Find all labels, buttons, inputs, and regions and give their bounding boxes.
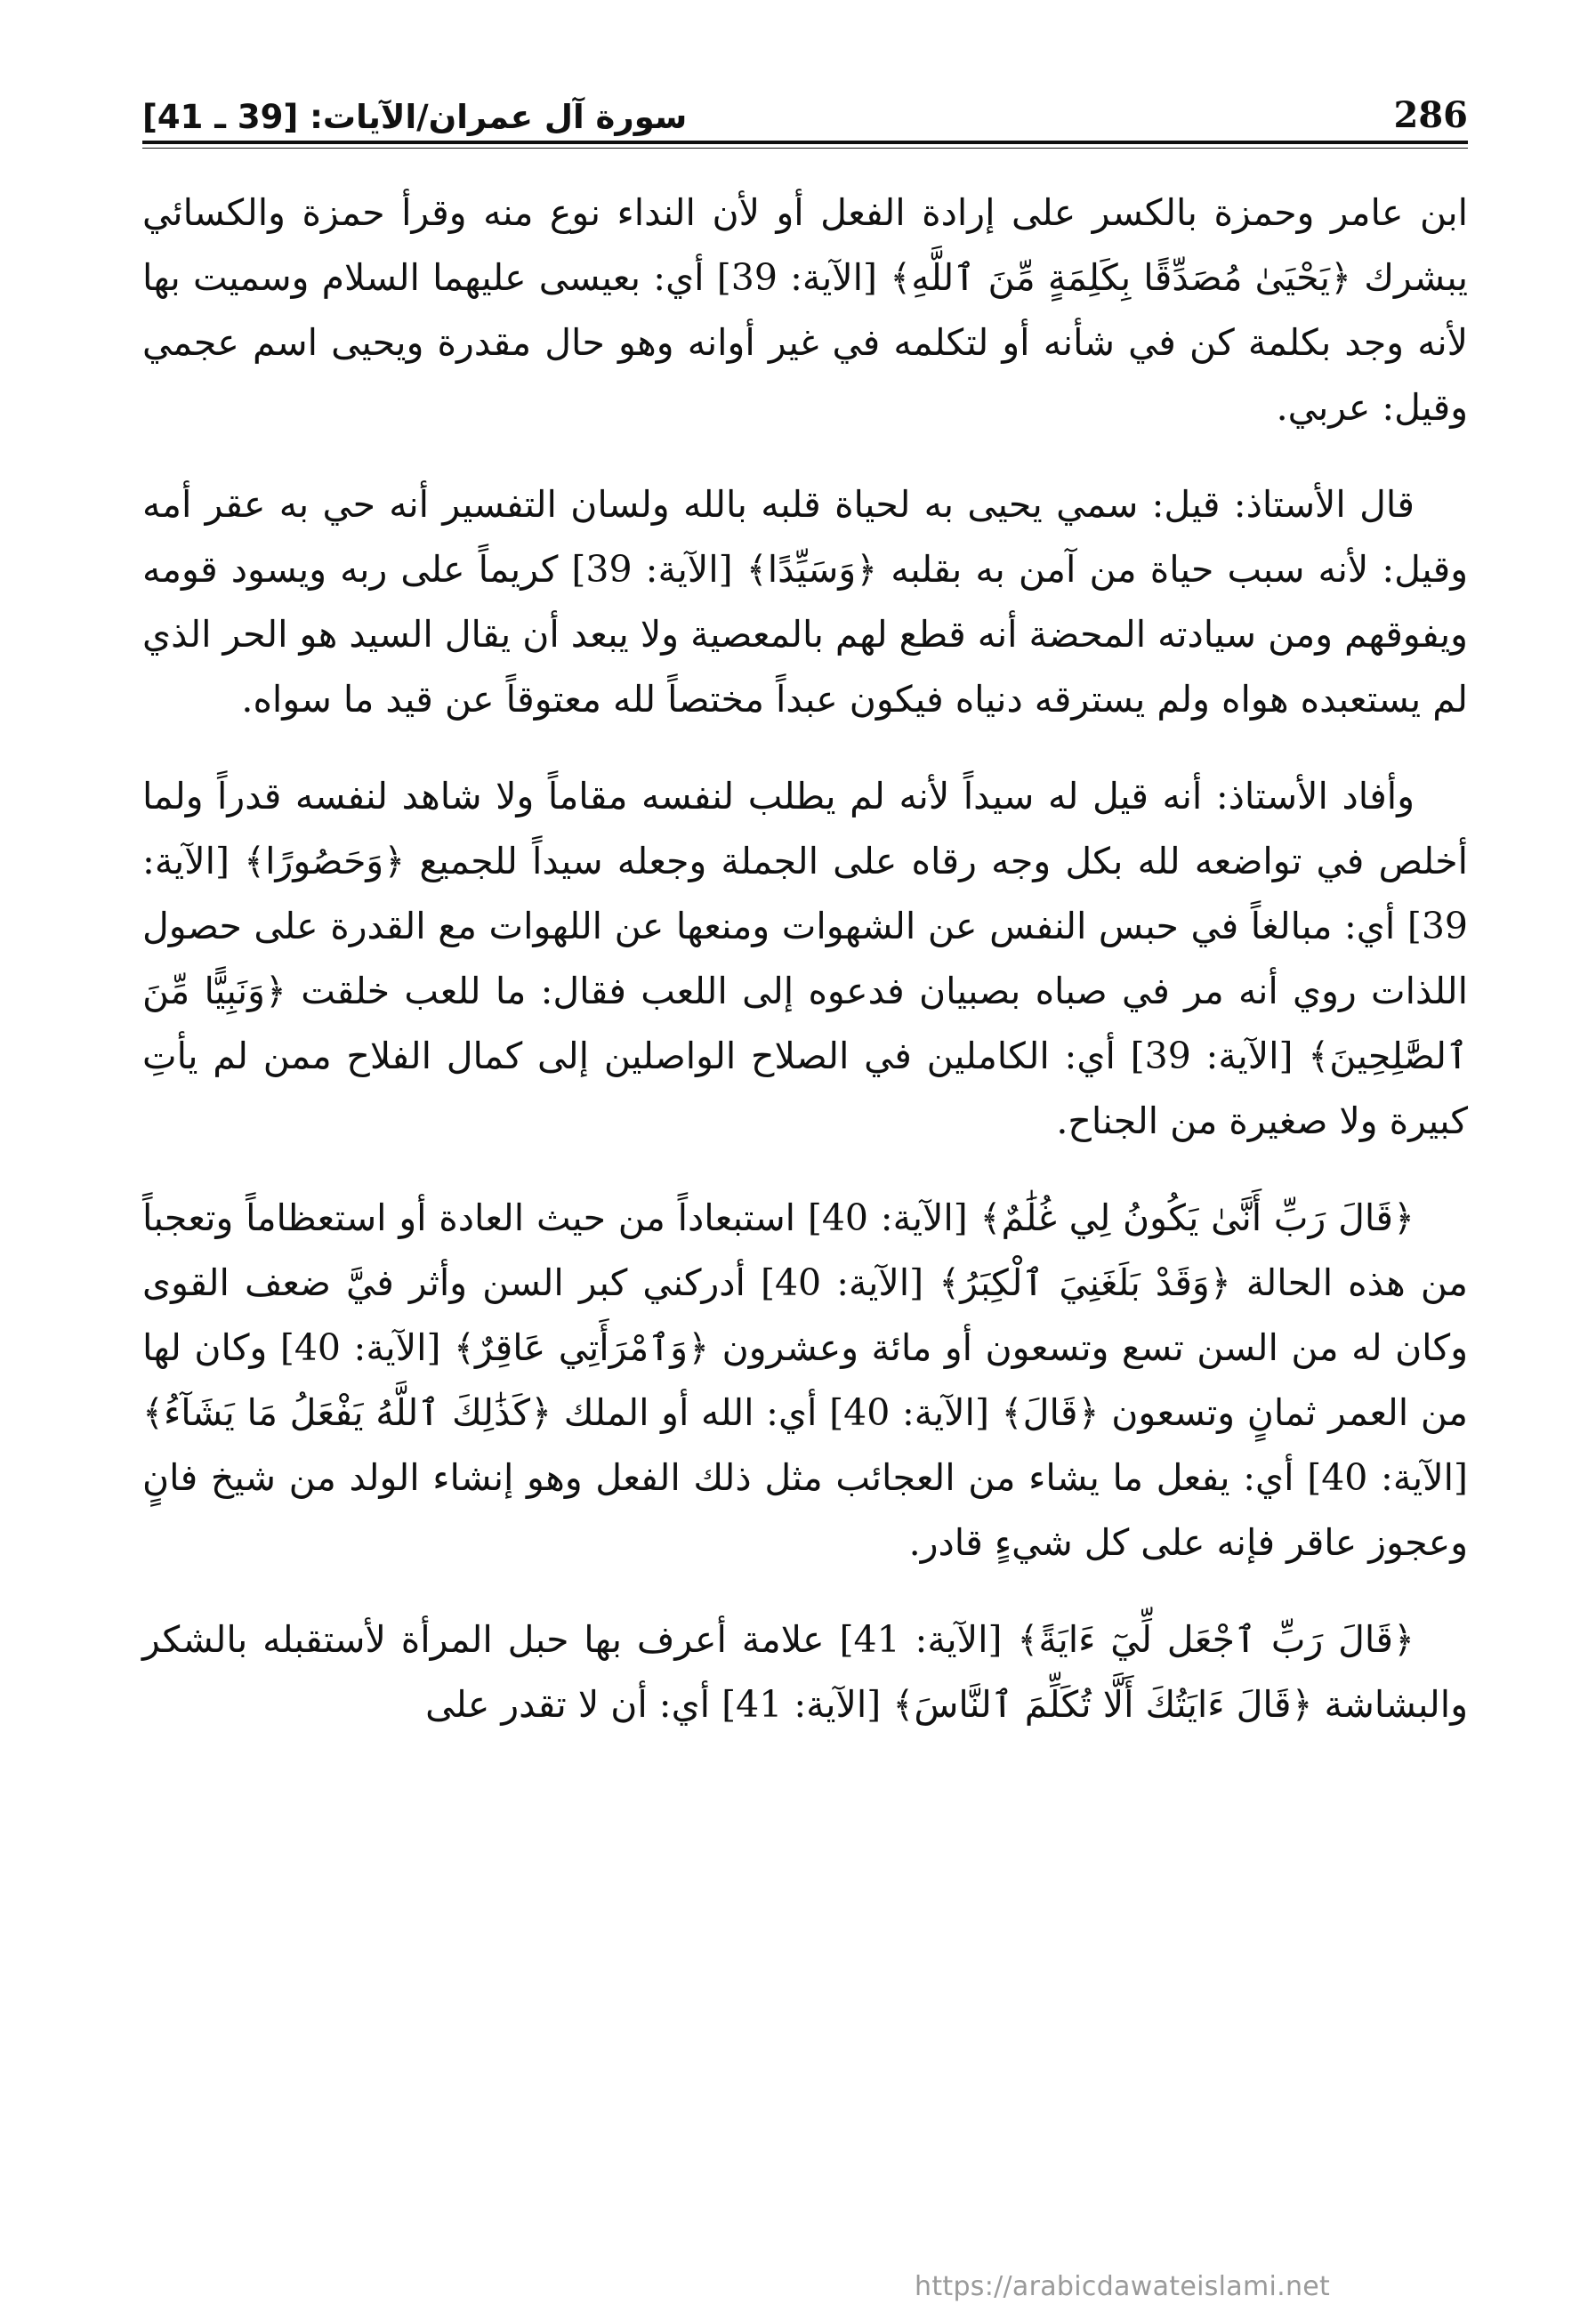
paragraph: ﴿قَالَ رَبِّ ٱجْعَل لِّيٓ ءَايَةً﴾ [الآية: 41] علامة أعرف بها حبل المرأة لأستقبله بالشكر والبشاشة ﴿قَالَ ءَايَتُكَ أَلَّا تُكَلِّمَ ٱلنَّاسَ﴾ [الآية: 41] أي: أن لا تقدر على bbox=[142, 1618, 1468, 1726]
watermark-url: https://arabicdawateislami.net bbox=[915, 2271, 1331, 2302]
paragraph: ابن عامر وحمزة بالكسر على إرادة الفعل أو لأن النداء نوع منه وقرأ حمزة والكسائي يبشرك ﴿يَحْيَىٰ مُصَدِّقًا بِكَلِمَةٍ مِّنَ ٱللَّهِ﴾ [الآية: 39] أي: بعيسى عليهما السلام وسميت بها لأنه وجد بكلمة كن في شأنه أو لتكلمه في غير أوانه وهو حال مقدرة ويحيى اسم عجمي وقيل: عربي. bbox=[142, 191, 1468, 429]
document-page bbox=[142, 71, 1468, 2277]
paragraph: ﴿قَالَ رَبِّ أَنَّىٰ يَكُونُ لِي غُلَٰمٌ﴾ [الآية: 40] استبعاداً من حيث العادة أو استعظاماً وتعجباً من هذه الحالة ﴿وَقَدْ بَلَغَنِيَ ٱلْكِبَرُ﴾ [الآية: 40] أدركني كبر السن وأثر فيَّ ضعف القوى وكان له من السن تسع وتسعون أو مائة وعشرون ﴿وَٱمْرَأَتِي عَاقِرٌ﴾ [الآية: 40] وكان لها من العمر ثمانٍ وتسعون ﴿قَالَ﴾ [الآية: 40] أي: الله أو الملك ﴿كَذَٰلِكَ ٱللَّهُ يَفْعَلُ مَا يَشَآءُ﴾ [الآية: 40] أي: يفعل ما يشاء من العجائب مثل ذلك الفعل وهو إنشاء الولد من شيخ فانٍ وعجوز عاقر فإنه على كل شيءٍ قادر. bbox=[142, 1196, 1468, 1564]
page-number: 286 bbox=[1393, 94, 1468, 136]
header-rule-thin bbox=[142, 148, 1468, 149]
paragraph: وأفاد الأستاذ: أنه قيل له سيداً لأنه لم يطلب لنفسه مقاماً ولا شاهد لنفسه قدراً ولما أخلص في تواضعه لله بكل وجه رقاه على الجملة وجعله سيداً للجميع ﴿وَحَصُورًا﴾ [الآية: 39] أي: مبالغاً في حبس النفس عن الشهوات ومنعها عن اللهوات مع القدرة على حصول اللذات روي أنه مر في صباه بصبيان فدعوه إلى اللعب فقال: ما للعب خلقت ﴿وَنَبِيًّا مِّنَ ٱلصَّٰلِحِينَ﴾ [الآية: 39] أي: الكاملين في الصلاح الواصلين إلى كمال الفلاح ممن لم يأتِ كبيرة ولا صغيرة من الجناح. bbox=[142, 775, 1468, 1142]
running-header bbox=[142, 71, 1468, 139]
header-title: سورة آل عمران/الآيات: [39 ـ 41] bbox=[142, 98, 688, 136]
body-text bbox=[142, 181, 1468, 1737]
paragraph: قال الأستاذ: قيل: سمي يحيى به لحياة قلبه بالله ولسان التفسير أنه حي به عقر أمه وقيل: لأنه سبب حياة من آمن به بقلبه ﴿وَسَيِّدًا﴾ [الآية: 39] كريماً على ربه ويسود قومه ويفوقهم ومن سيادته المحضة أنه قطع لهم بالمعصية ولا يبعد أن يقال السيد هو الحر الذي لم يستعبده هواه ولم يسترقه دنياه فيكون عبداً مختصاً لله معتوقاً عن قيد ما سواه. bbox=[142, 483, 1468, 721]
header-rule-thick bbox=[142, 141, 1468, 144]
